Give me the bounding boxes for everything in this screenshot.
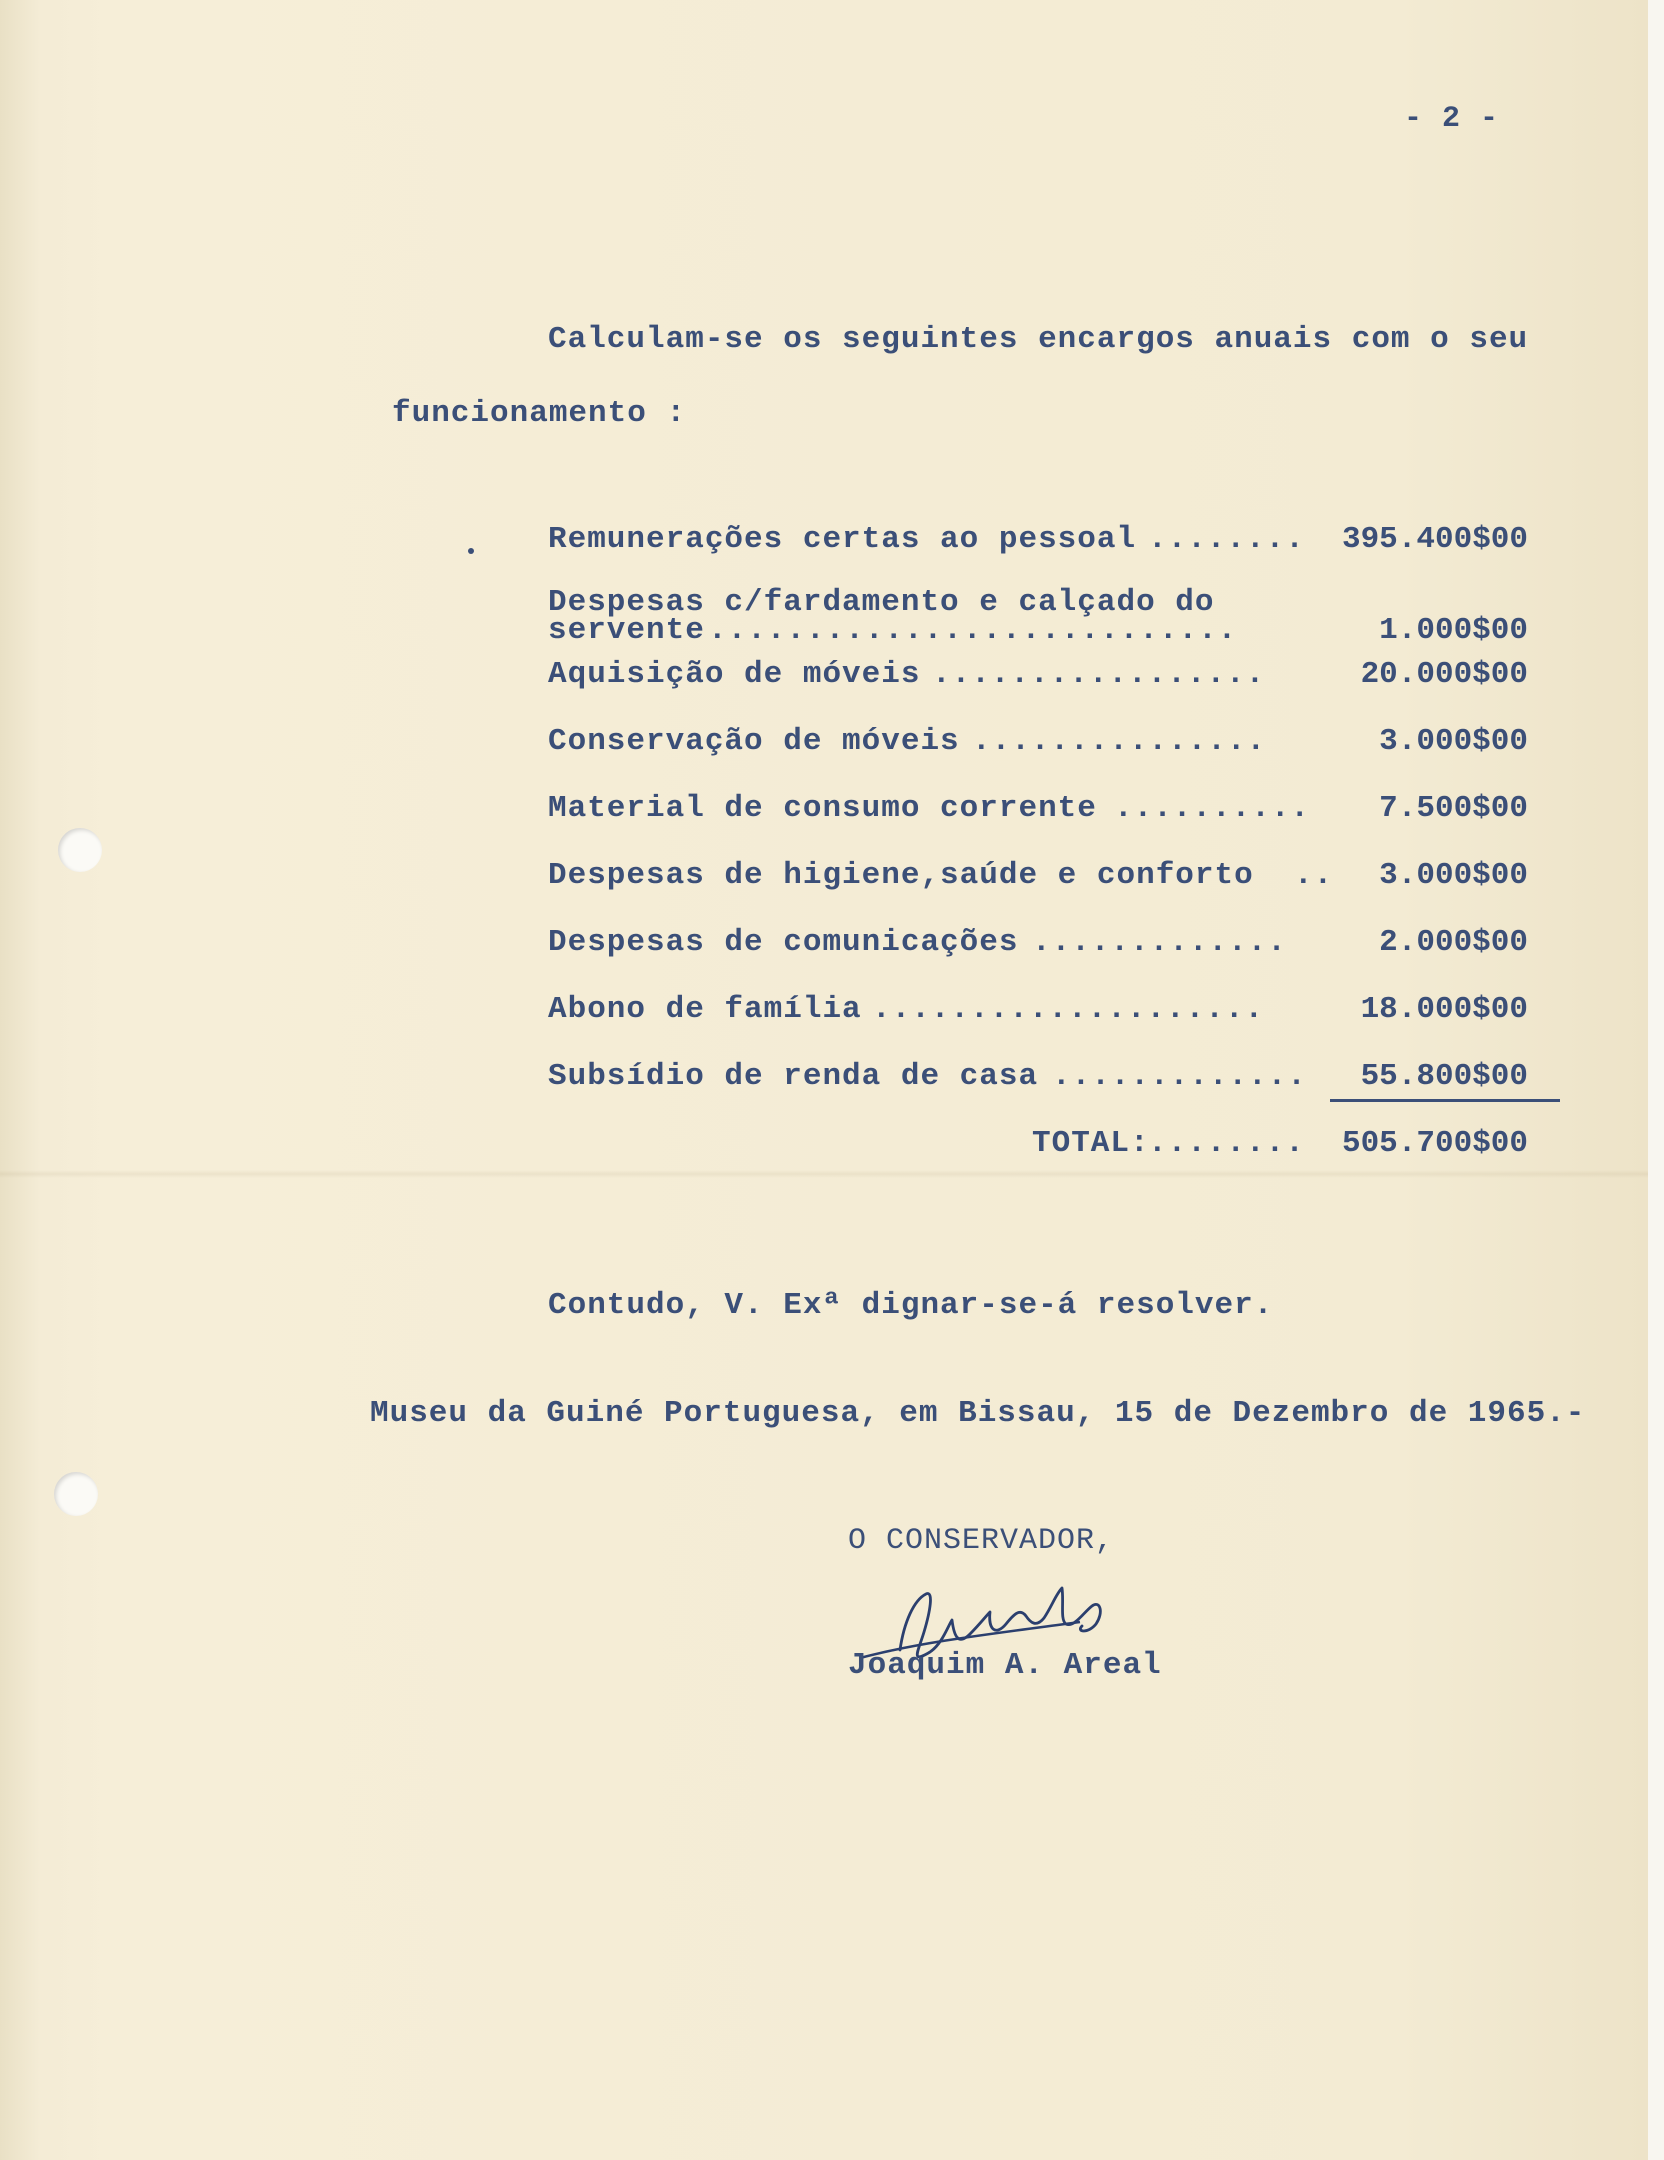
expense-list: [548, 518, 1578, 1189]
expense-amount: 7.500$00: [1379, 791, 1528, 826]
leader-dots: .............: [1032, 925, 1287, 960]
expense-row: [548, 787, 1578, 854]
leader-dots: ........: [1148, 1126, 1305, 1161]
sum-rule: [1330, 1099, 1560, 1102]
leader-dots: ..........: [1114, 791, 1311, 826]
expense-amount: 20.000$00: [1360, 657, 1528, 692]
intro-line-2: funcionamento :: [392, 396, 687, 431]
expense-label-continued: servente: [548, 613, 705, 648]
leader-dots: ...............: [972, 724, 1267, 759]
expense-row: [548, 921, 1578, 988]
signatory-name: Joaquim A. Areal: [848, 1648, 1162, 1683]
expense-amount: 55.800$00: [1360, 1059, 1528, 1094]
intro-line-1: Calculam-se os seguintes encargos anuais com o seu: [548, 322, 1529, 357]
expense-row: [548, 988, 1578, 1055]
total-label: TOTAL:: [1032, 1126, 1150, 1161]
scan-edge: [1648, 0, 1664, 2160]
expense-row: [548, 585, 1578, 653]
expense-row: [548, 854, 1578, 921]
total-amount: 505.700$00: [1341, 1126, 1528, 1161]
total-row: [548, 1122, 1578, 1189]
expense-label: Aquisição de móveis: [548, 657, 921, 692]
leader-dots: ...........................: [708, 613, 1238, 648]
expense-row: [548, 653, 1578, 720]
leader-dots: ..: [1294, 858, 1334, 893]
expense-row: [548, 518, 1578, 585]
expense-label: Abono de família: [548, 992, 862, 1027]
expense-label: Conservação de móveis: [548, 724, 960, 759]
expense-row: [548, 720, 1578, 787]
closing-sentence: Contudo, V. Exª dignar-se-á resolver.: [548, 1288, 1274, 1323]
expense-amount: 1.000$00: [1379, 613, 1528, 648]
expense-label: Despesas de comunicações: [548, 925, 1019, 960]
expense-amount: 2.000$00: [1379, 925, 1528, 960]
leader-dots: .............: [1052, 1059, 1307, 1094]
expense-label: Despesas c/fardamento e calçado do: [548, 585, 1215, 620]
expense-amount: 3.000$00: [1379, 858, 1528, 893]
place-and-date: Museu da Guiné Portuguesa, em Bissau, 15 de Dezembro de 1965.-: [370, 1396, 1586, 1431]
expense-label: Subsídio de renda de casa: [548, 1059, 1039, 1094]
expense-amount: 18.000$00: [1360, 992, 1528, 1027]
leader-dots: ....................: [872, 992, 1265, 1027]
expense-label: Remunerações certas ao pessoal: [548, 522, 1137, 557]
punch-hole-lower: [54, 1472, 98, 1516]
expense-amount: 395.400$00: [1341, 522, 1528, 557]
expense-label: Material de consumo corrente: [548, 791, 1097, 826]
punch-hole-upper: [58, 828, 102, 872]
expense-label: Despesas de higiene,saúde e conforto: [548, 858, 1254, 893]
leader-dots: .................: [932, 657, 1266, 692]
page-number: - 2 -: [1404, 102, 1500, 136]
stray-mark: [468, 548, 474, 554]
signatory-office: O CONSERVADOR,: [848, 1524, 1115, 1558]
expense-row: [548, 1055, 1578, 1122]
leader-dots: ........: [1148, 522, 1305, 557]
expense-amount: 3.000$00: [1379, 724, 1528, 759]
